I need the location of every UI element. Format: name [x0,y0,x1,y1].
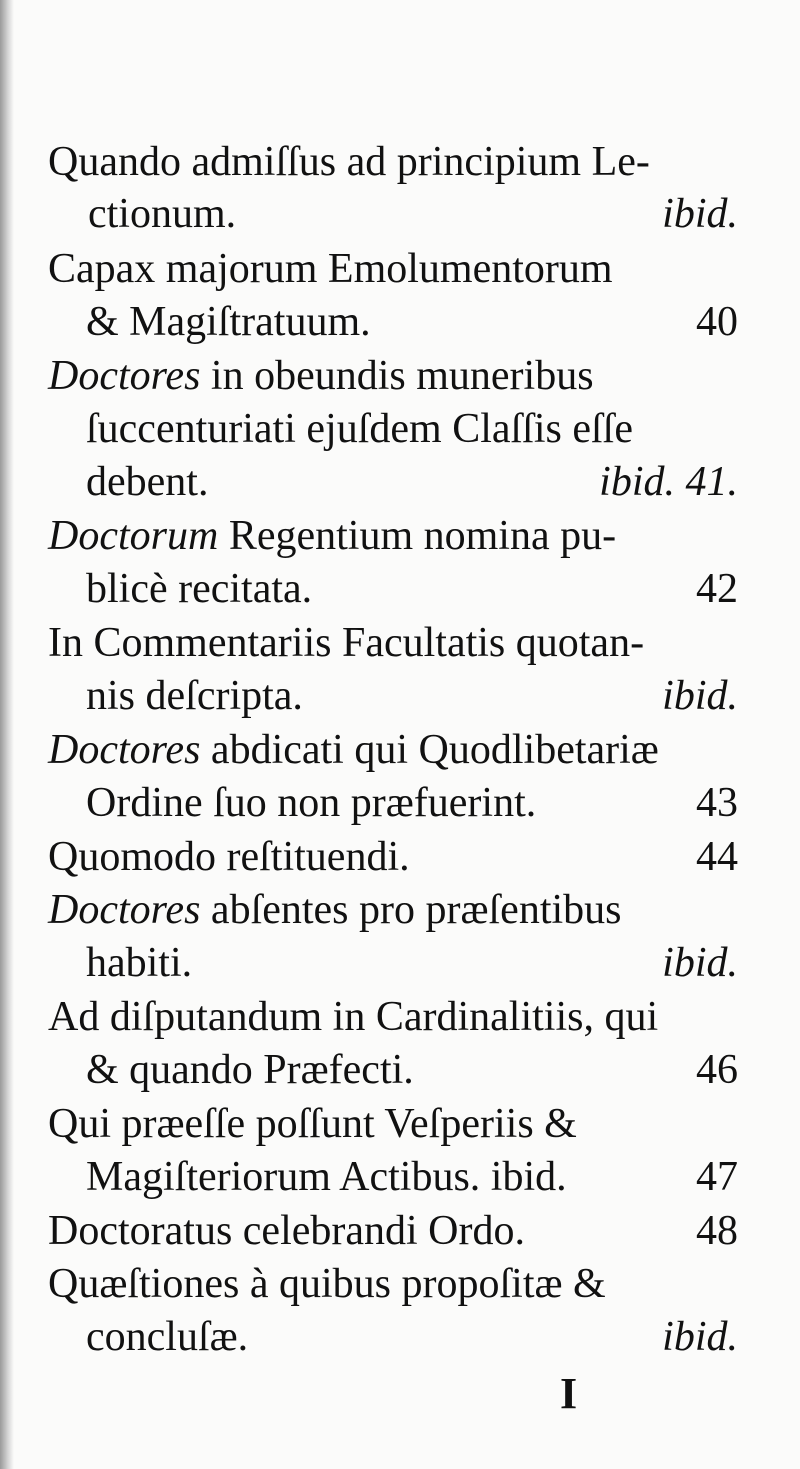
index-line [48,991,738,1043]
index-line [48,831,738,883]
index-entry-text [48,724,659,776]
index-line [48,777,738,829]
index-entry-text: blicè recitata. [86,566,313,612]
index-entry-text: debent. [86,459,209,505]
index-entry-text: Quæſtiones à quibus propoſitæ & [48,1261,606,1307]
page-reference: ibid. [662,673,738,719]
index-entry-text: Capax majorum Emolumentorum [48,246,613,292]
index-entry-text: Magiſteriorum Actibus. ibid. [86,1154,567,1200]
page-reference: ibid. [662,1314,738,1360]
page-reference: 48 [696,1208,738,1254]
page-reference: ibid. [662,940,738,986]
index-line [48,456,738,508]
index-entry-rest: abdicati qui Quodlibetariæ [200,727,659,773]
page-reference: 44 [696,834,738,880]
index-entry-text: Quomodo reſtituendi. [48,834,410,880]
index-line [48,403,738,455]
catchword: I [560,1369,578,1418]
index-entry-text: & Magiſtratuum. [86,299,371,345]
index-line [48,1151,738,1203]
index-entry-text: Quando admiſſus ad principium Le- [48,139,650,185]
index-line [48,724,738,776]
page-reference: ibid. [662,191,738,237]
index-entry-text [48,884,622,936]
index-line [48,670,738,722]
page-reference: 43 [696,780,738,826]
page-reference: 46 [696,1047,738,1093]
index-entry-text: In Commentariis Facultatis quotan- [48,620,645,666]
index-keyword: Doctores [48,727,201,773]
index-line [48,510,738,562]
index-line [48,296,738,348]
index-line [48,1044,738,1096]
index-entry-text: Ad diſputandum in Cardinalitiis, qui [48,994,659,1040]
index-keyword: Doctores [48,353,201,399]
index-line [48,350,738,402]
index-line [48,563,738,615]
index-line [48,937,738,989]
index-entry-rest: in obeundis muneribus [200,353,594,399]
page-reference: 47 [696,1154,738,1200]
page-reference: ibid. 41. [599,459,738,505]
index-keyword: Doctorum [48,513,219,559]
index-line [48,1098,738,1150]
index-entry-text: nis deſcripta. [86,673,303,719]
index-line [48,1205,738,1257]
index-entry-text: ctionum. [88,191,237,237]
index-keyword: Doctores [48,887,201,933]
index-line [48,188,738,240]
index-entry-text [48,510,616,562]
page-reference: 40 [696,299,738,345]
index-line [48,1311,738,1363]
page-reference: 42 [696,566,738,612]
index-line [48,617,738,669]
index-entry-text: habiti. [86,940,193,986]
index-line [48,1258,738,1310]
index-line [48,884,738,936]
index-entry-rest: Regentium nomina pu- [218,513,617,559]
index-line [48,136,738,188]
index-entry-text [48,350,594,402]
index-entry-text: & quando Præfecti. [86,1047,414,1093]
index-entry-text: ſuccenturiati ejuſdem Claſſis eſſe [86,406,633,452]
index-entry-text: Qui præeſſe poſſunt Veſperiis & [48,1101,577,1147]
index-entry-rest: abſentes pro præſentibus [200,887,622,933]
page-binding-shadow [0,0,14,1469]
index-entry-text: Doctoratus celebrandi Ordo. [48,1208,525,1254]
index-line [48,243,738,295]
index-entry-text: concluſæ. [86,1314,249,1360]
index-entry-text: Ordine ſuo non præfuerint. [86,780,537,826]
